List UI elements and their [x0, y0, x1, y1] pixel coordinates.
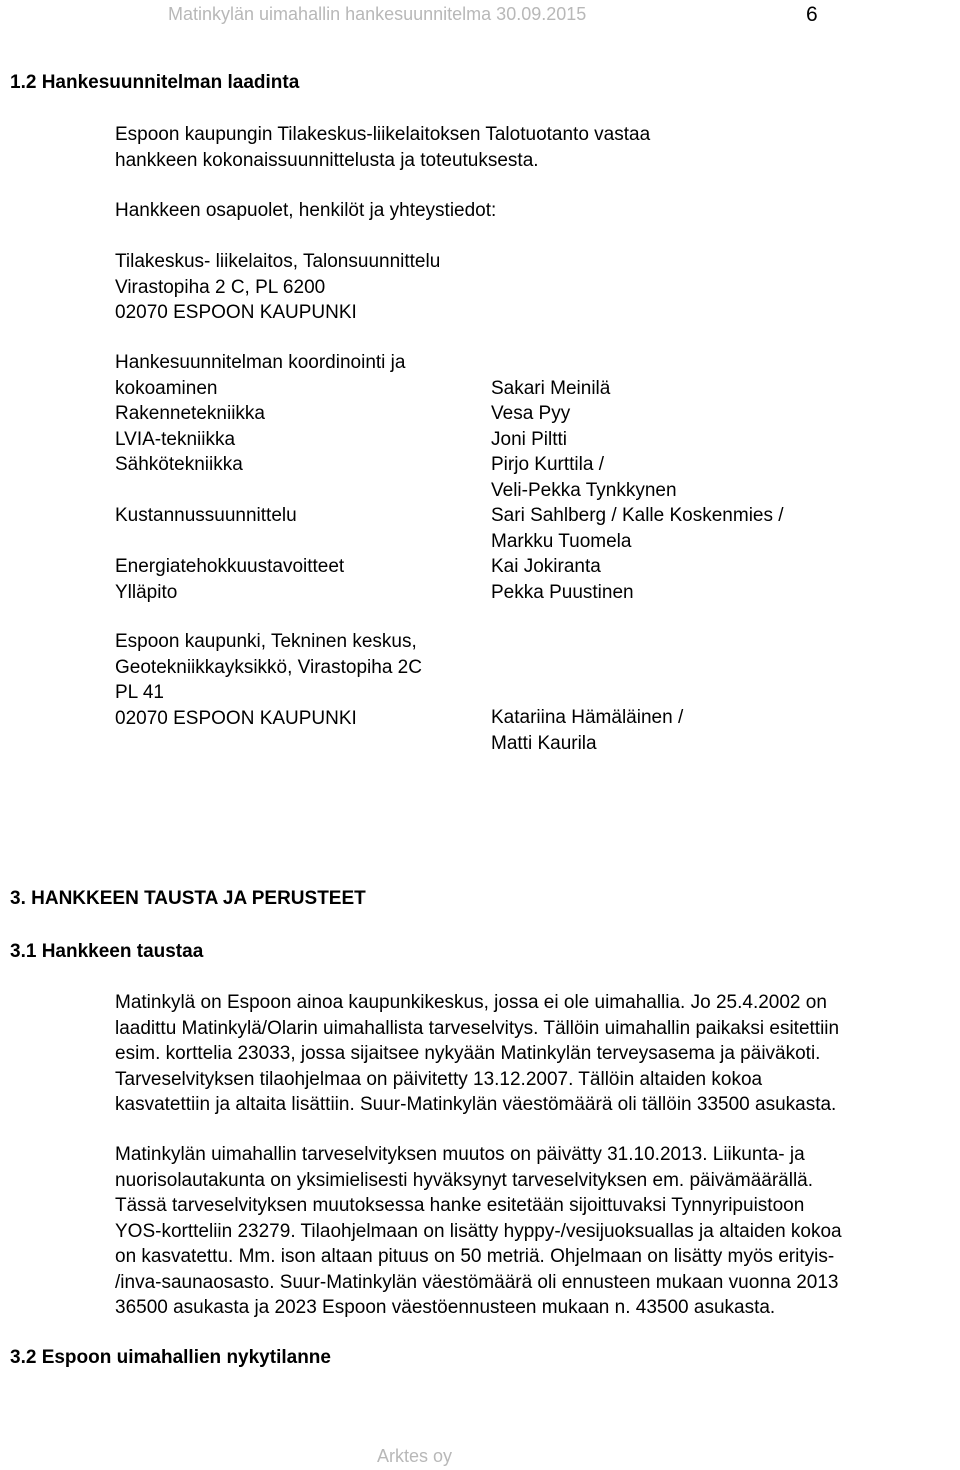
- geo-person: Katariina Hämäläinen /: [491, 707, 684, 728]
- role-label: Sähkötekniikka: [115, 454, 243, 475]
- role-label: Energiatehokkuustavoitteet: [115, 556, 345, 577]
- section-heading-3-1: 3.1 Hankkeen taustaa: [10, 941, 204, 962]
- role-label: Ylläpito: [115, 581, 178, 603]
- person-name: Vesa Pyy: [491, 403, 571, 424]
- geo-line: 02070 ESPOON KAUPUNKI: [115, 707, 357, 729]
- geo-person: Matti Kaurila: [491, 732, 597, 754]
- person-name: Pekka Puustinen: [491, 581, 634, 603]
- paragraph-line: 36500 asukasta ja 2023 Espoon väestöennusteen mukaan n. 43500 asukasta.: [115, 1297, 776, 1318]
- geo-address-block: [115, 629, 422, 731]
- person-name: Kai Jokiranta: [491, 556, 601, 577]
- page-header-title: Matinkylän uimahallin hankesuunnitelma 30.09.2015: [168, 4, 587, 24]
- org-line: Tilakeskus- liikelaitos, Talonsuunnittelu: [115, 251, 441, 272]
- persons-column: [491, 350, 784, 605]
- paragraph-line: Matinkylä on Espoon ainoa kaupunkikeskus, jossa ei ole uimahallia. Jo 25.4.2002 on: [115, 992, 827, 1013]
- org-address-block: [115, 249, 960, 326]
- intro-paragraph: [115, 122, 960, 173]
- paragraph-line: laadittu Matinkylä/Olarin uimahallista tarveselvitys. Tällöin uimahallin paikaksi esitettiin: [115, 1017, 840, 1039]
- role-label: kokoaminen: [115, 377, 218, 399]
- role-label: LVIA-tekniikka: [115, 428, 236, 450]
- paragraph-line: on kasvatettu. Mm. ison altaan pituus on 50 metriä. Ohjelmaan on lisätty myös erityis-: [115, 1246, 835, 1267]
- person-name: [491, 350, 784, 376]
- person-name: Pirjo Kurttila /: [491, 454, 604, 475]
- paragraph-line: Tarveselvityksen tilaohjelmaa on päivitetty 13.12.2007. Tällöin altaiden kokoa: [115, 1068, 763, 1090]
- paragraph-line: nuorisolautakunta on yksimielisesti hyväksynyt tarveselvityksen em. päivämäärällä.: [115, 1169, 814, 1191]
- page-number: 6: [806, 3, 818, 26]
- person-name: Sari Sahlberg / Kalle Koskenmies /: [491, 505, 784, 526]
- org-line: 02070 ESPOON KAUPUNKI: [115, 302, 357, 323]
- person-name: Veli-Pekka Tynkkynen: [491, 479, 677, 501]
- parties-intro: Hankkeen osapuolet, henkilöt ja yhteystiedot:: [115, 200, 497, 221]
- paragraph-line: kasvatettiin ja altaita lisättiin. Suur-Matinkylän väestömäärä oli tällöin 33500 asukasta.: [115, 1094, 837, 1115]
- person-name: Markku Tuomela: [491, 530, 632, 552]
- intro-line: Espoon kaupungin Tilakeskus-liikelaitoksen Talotuotanto vastaa: [115, 124, 651, 145]
- section-heading-3: 3. HANKKEEN TAUSTA JA PERUSTEET: [10, 888, 366, 909]
- person-name: Sakari Meinilä: [491, 377, 611, 399]
- role-label: Hankesuunnitelman koordinointi ja: [115, 352, 406, 373]
- person-name: Joni Piltti: [491, 428, 568, 450]
- role-label: [115, 529, 405, 555]
- geo-line: Geotekniikkayksikkö, Virastopiha 2C: [115, 656, 422, 678]
- roles-column: [115, 350, 405, 605]
- geo-line: PL 41: [115, 682, 164, 703]
- background-paragraph-1: [115, 990, 960, 1118]
- page-footer: Arktes oy: [377, 1446, 453, 1466]
- paragraph-line: YOS-kortteliin 23279. Tilaohjelmaan on lisätty hyppy-/vesijuoksuallas ja altaiden kokoa: [115, 1220, 842, 1242]
- geo-line: Espoon kaupunki, Tekninen keskus,: [115, 631, 417, 652]
- org-line: Virastopiha 2 C, PL 6200: [115, 276, 326, 298]
- geo-persons: [491, 705, 683, 756]
- background-paragraph-2: [115, 1142, 960, 1321]
- paragraph-line: esim. korttelia 23033, jossa sijaitsee nykyään Matinkylän terveysasema ja päiväkoti.: [115, 1043, 821, 1064]
- section-heading-1-2: 1.2 Hankesuunnitelman laadinta: [10, 72, 300, 93]
- role-label: Rakennetekniikka: [115, 403, 265, 424]
- role-label: [115, 478, 405, 504]
- paragraph-line: Matinkylän uimahallin tarveselvityksen muutos on päivätty 31.10.2013. Liikunta- ja: [115, 1144, 805, 1165]
- paragraph-line: /inva-saunaosasto. Suur-Matinkylän väestömäärä oli ennusteen mukaan vuonna 2013: [115, 1271, 839, 1293]
- role-label: Kustannussuunnittelu: [115, 505, 297, 526]
- section-heading-3-2: 3.2 Espoon uimahallien nykytilanne: [10, 1347, 331, 1368]
- paragraph-line: Tässä tarveselvityksen muutoksessa hanke esitetään sijoittuvaksi Tynnyripuistoon: [115, 1195, 805, 1216]
- intro-line: hankkeen kokonaissuunnittelusta ja toteutuksesta.: [115, 149, 539, 171]
